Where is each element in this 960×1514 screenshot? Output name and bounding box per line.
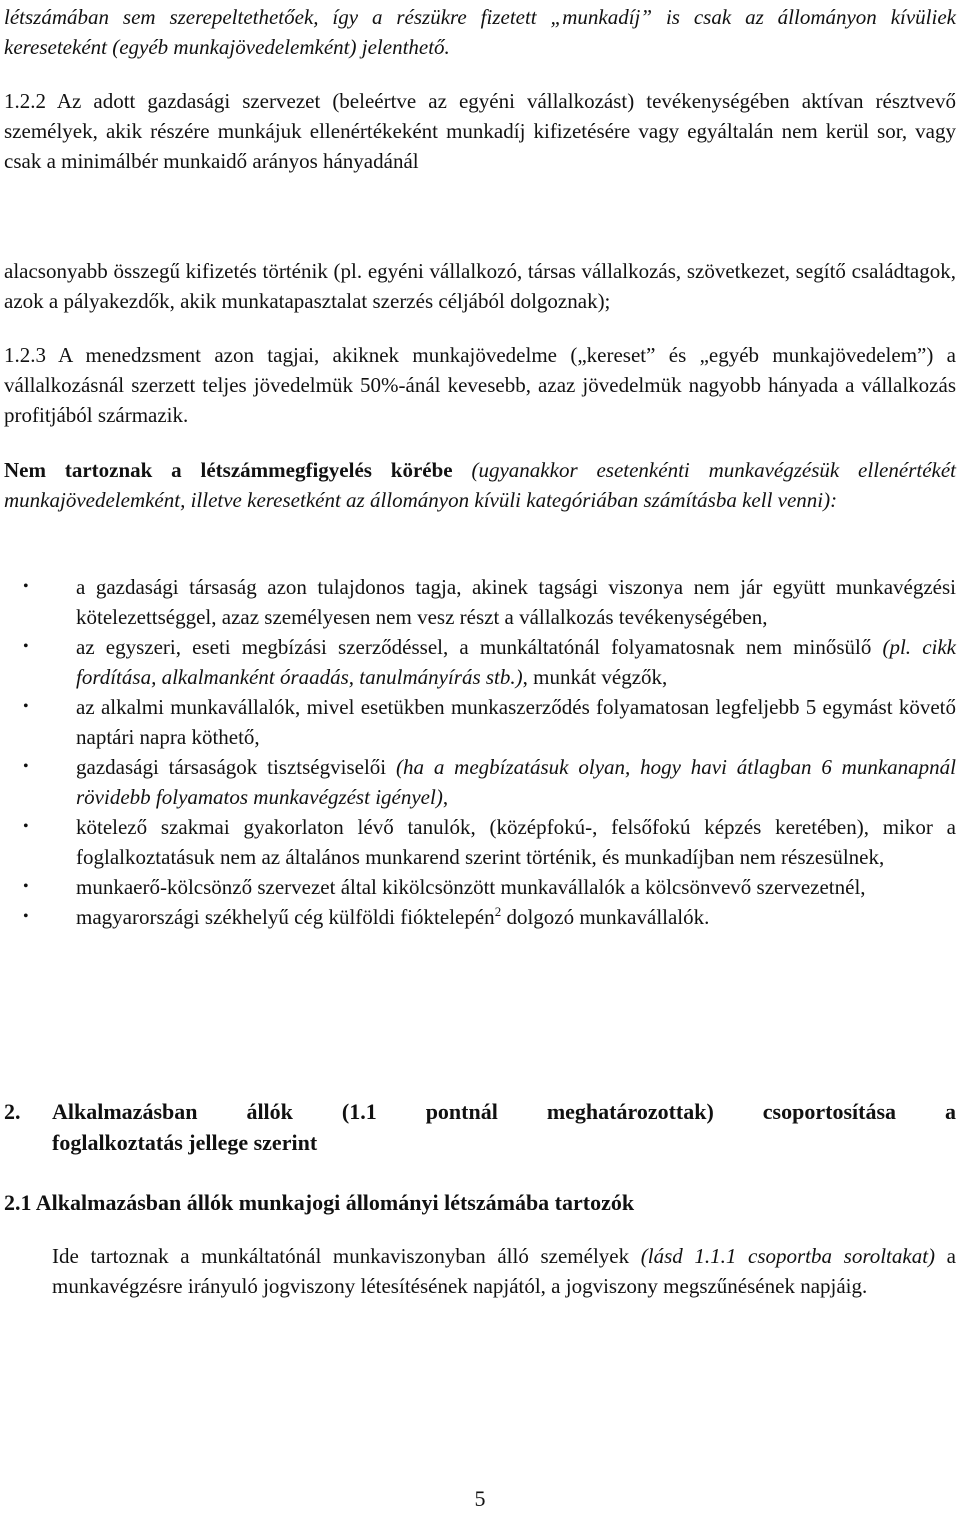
list-item [0, 632, 956, 692]
list-item-text-end: , munkát végzők, [522, 665, 668, 689]
list-item [0, 812, 956, 872]
bullet-icon: • [23, 698, 29, 715]
bullet-icon: • [23, 758, 29, 775]
bullet-icon: • [23, 818, 29, 835]
list-item-text: magyarországi székhelyű cég külföldi fióktelepén [76, 905, 495, 929]
list-item-text: a gazdasági társaság azon tulajdonos tagja, akinek tagsági viszonya nem jár együtt munkavégzési kötelezettséggel, azaz személyesen nem vesz részt a vállalkozás tevékenységében, [76, 575, 956, 629]
list-item [0, 872, 956, 902]
section-2-number: 2. [4, 1099, 21, 1124]
page-number: 5 [474, 1486, 486, 1511]
list-item [0, 752, 956, 812]
list-item-text-end: , [442, 785, 449, 809]
section-2-1-reference: (lásd 1.1.1 csoportba soroltakat) [640, 1244, 936, 1268]
exclusion-intro [4, 455, 956, 515]
item-1-2-3-text: 1.2.3 A menedzsment azon tagjai, akiknek munkajövedelme („kereset” és „egyéb munkajövedelem”) a vállalkozásnál szerzett teljes jövedelmük 50%-ánál kevesebb, azaz jövedelmük nagyobb hányada a vállalkozás profitjából származik. [4, 343, 956, 427]
list-item [0, 572, 956, 632]
exclusion-note: (ugyanakkor esetenkénti munkavégzésük ellenértékét munkajövedelemként, illetve keresetként az állományon kívüli kategóriában számításba kell venni): [4, 458, 956, 512]
list-item-text: az egyszeri, eseti megbízási szerződéssel, a munkáltatónál folyamatosnak nem minősülő [76, 635, 883, 659]
section-2-1-heading [4, 1188, 956, 1218]
list-item-condition: (ha a megbízatásuk olyan, hogy havi átlagban 6 munkanapnál rövidebb folyamatos munkavégzést igényel) [76, 755, 956, 809]
section-2-heading [4, 1096, 956, 1158]
item-1-2-2-text: 1.2.2 Az adott gazdasági szervezet (beleértve az egyéni vállalkozást) tevékenységében aktívan résztvevő személyek, akik részére munkájuk ellenértékeként munkadíj kifizetésére vagy egyáltalán nem kerül sor, vagy csak a minimálbér munkaidő arányos hányadánál [4, 89, 956, 173]
list-item [0, 902, 956, 932]
intro-paragraph [4, 2, 956, 62]
item-1-2-2-part2 [4, 256, 956, 316]
list-item-text: kötelező szakmai gyakorlaton lévő tanulók, (középfokú-, felsőfokú képzés keretében), mikor a foglalkoztatásuk nem az általános munkarend szerint történik, és munkadíjban nem részesülnek, [76, 815, 956, 869]
section-2-1-title: 2.1 Alkalmazásban állók munkajogi állományi létszámába tartozók [4, 1190, 635, 1215]
list-item-text: az alkalmi munkavállalók, mivel esetükben munkaszerződés folyamatosan legfeljebb 5 egymást követő naptári napra köthető, [76, 695, 956, 749]
intro-text: létszámában sem szerepeltethetőek, így a részükre fizetett „munkadíj” is csak az állományon kívüliek kereseteként (egyéb munkajövedelemként) jelenthető. [4, 5, 956, 59]
item-1-2-2-part1 [4, 86, 956, 176]
bullet-icon: • [23, 878, 29, 895]
section-2-1-text: Ide tartoznak a munkáltatónál munkaviszonyban álló személyek [52, 1244, 641, 1268]
bullet-icon: • [23, 578, 29, 595]
footnote-ref[interactable]: 2 [494, 904, 502, 919]
item-1-2-2-continuation: alacsonyabb összegű kifizetés történik (pl. egyéni vállalkozó, társas vállalkozás, szövetkezet, segítő családtagok, azok a pályakezdők, akik munkatapasztalat szerzés céljából dolgoznak); [4, 259, 956, 313]
item-1-2-3 [4, 340, 956, 430]
section-2-title-line2: foglalkoztatás jellege szerint [52, 1130, 318, 1155]
exclusion-list [0, 572, 956, 932]
section-2-1-body [52, 1241, 956, 1301]
section-2-title-line1-row [4, 1096, 956, 1127]
section-2-title-line1: Alkalmazásban állók (1.1 pontnál meghatározottak) csoportosítása a [52, 1099, 956, 1124]
list-item-text-end: dolgozó munkavállalók. [501, 905, 710, 929]
bullet-icon: • [23, 638, 29, 655]
exclusion-heading: Nem tartoznak a létszámmegfigyelés körébe [4, 458, 453, 482]
section-2-1-text-end: a munkavégzésre irányuló jogviszony létesítésének napjától, a jogviszony megszűnésének napjáig. [52, 1244, 957, 1298]
list-item [0, 692, 956, 752]
list-item-text: munkaerő-kölcsönző szervezet által kikölcsönzött munkavállalók a kölcsönvevő szervezetnél, [76, 875, 866, 899]
list-item-example: (pl. cikk fordítása, alkalmanként óraadás, tanulmányírás stb.) [76, 635, 956, 689]
list-item-text: gazdasági társaságok tisztségviselői [76, 755, 396, 779]
bullet-icon: • [23, 908, 29, 925]
